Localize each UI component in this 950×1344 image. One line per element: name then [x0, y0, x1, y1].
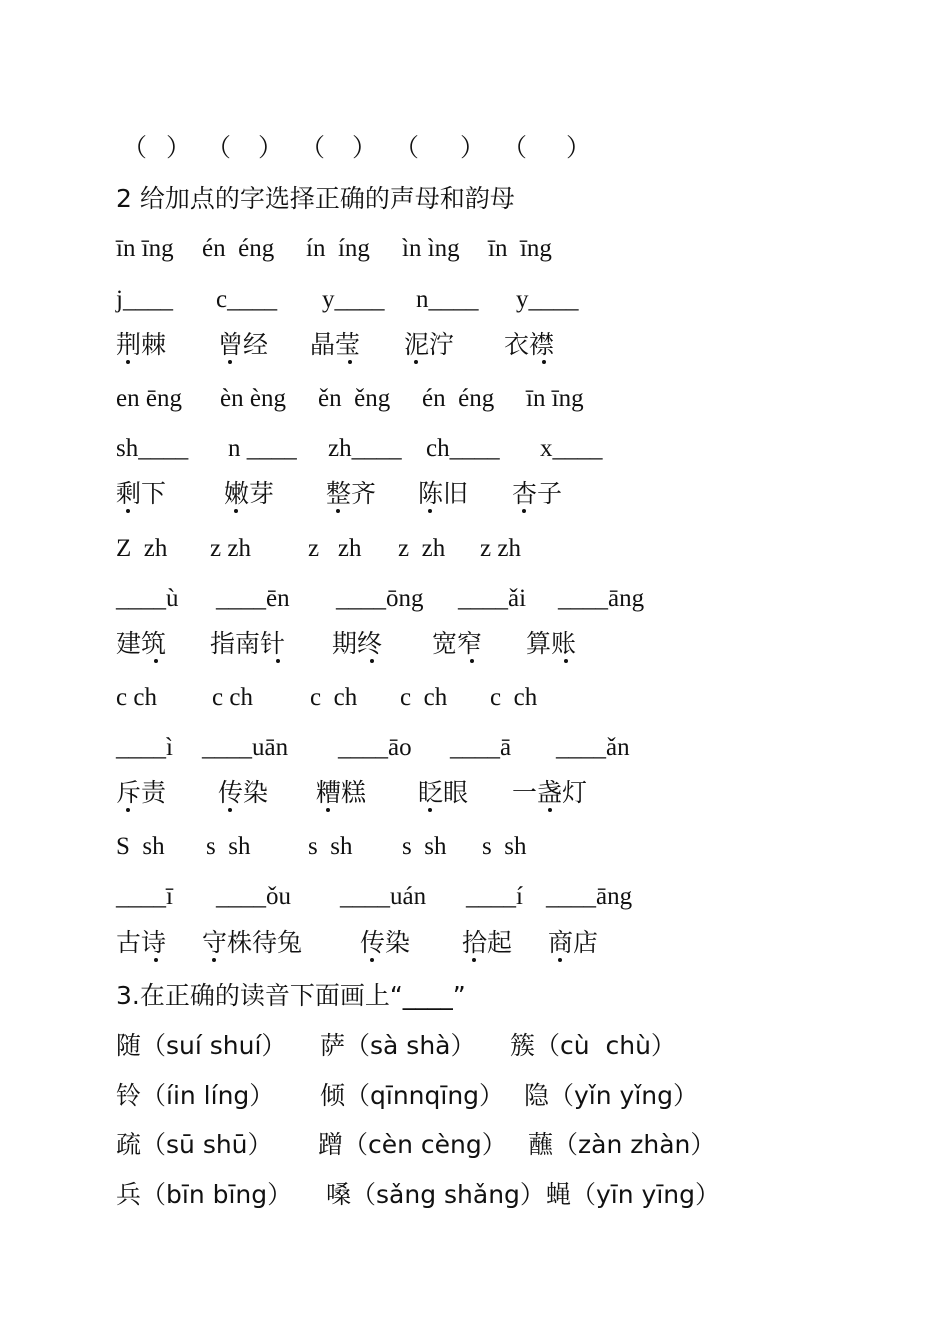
blank: ____ā [450, 734, 512, 761]
emphasis-dot [470, 659, 474, 663]
blank: ____ēn [216, 585, 290, 612]
word: 古诗 [116, 928, 167, 957]
option: s sh [206, 833, 251, 860]
option: z zh [480, 535, 521, 562]
blank: sh____ [116, 435, 189, 462]
blank: ____āo [338, 734, 412, 761]
pronunciation-choice: 萨（sà shà） [320, 1031, 476, 1060]
group5-blanks [116, 880, 633, 914]
group4-blanks [116, 731, 630, 765]
word: 糟糕 [316, 778, 367, 807]
blank: ____uán [340, 883, 427, 910]
answer-parentheses-row [122, 132, 592, 166]
option: c ch [212, 684, 253, 711]
emphasis-dot [542, 360, 546, 364]
option: ěn ěng [318, 385, 391, 412]
group1-words [116, 328, 555, 362]
word: 算账 [526, 629, 577, 658]
q3-row-3 [116, 1128, 716, 1162]
emphasis-dot [234, 509, 238, 513]
option: èn èng [220, 385, 286, 412]
word: 一盏灯 [512, 778, 588, 807]
blank: ____ī [116, 883, 173, 910]
word: 眨眼 [418, 778, 469, 807]
group2-options [116, 382, 584, 416]
emphasis-dot [428, 808, 432, 812]
option: s sh [308, 833, 353, 860]
pronunciation-choice: 铃（íin líng） [116, 1081, 275, 1110]
blank: y____ [322, 286, 385, 313]
option: ín íng [306, 235, 370, 262]
pronunciation-choice: 疏（sū shū） [116, 1130, 273, 1159]
emphasis-dot [564, 659, 568, 663]
paren-open: （ [394, 135, 420, 162]
blank: ch____ [426, 435, 500, 462]
option: īn īng [526, 385, 584, 412]
word: 曾经 [218, 330, 269, 359]
emphasis-dot [348, 360, 352, 364]
blank: c____ [216, 286, 278, 313]
option: īn īng [116, 235, 174, 262]
group2-words [116, 477, 563, 511]
group5-words [116, 926, 599, 960]
word: 斥责 [116, 778, 167, 807]
word: 杏子 [512, 479, 563, 508]
word: 宽窄 [432, 629, 483, 658]
emphasis-dot [154, 958, 158, 962]
emphasis-dot [126, 360, 130, 364]
word: 陈旧 [418, 479, 469, 508]
emphasis-dot [126, 509, 130, 513]
blank: ____uān [202, 734, 289, 761]
word: 晶莹 [310, 330, 361, 359]
pronunciation-choice: 蹭（cèn cèng） [318, 1130, 507, 1159]
word: 商店 [548, 928, 599, 957]
option: S sh [116, 833, 165, 860]
word: 荆棘 [116, 330, 167, 359]
question-3-title: 3.在正确的读音下面画上“____” [116, 981, 466, 1010]
emphasis-dot [326, 808, 330, 812]
group3-blanks [116, 582, 645, 616]
word: 泥泞 [404, 330, 455, 359]
pronunciation-choice: 兵（bīn bīng） [116, 1180, 293, 1209]
option: c ch [116, 684, 157, 711]
emphasis-dot [558, 958, 562, 962]
option: ìn ìng [402, 235, 460, 262]
word: 拾起 [462, 928, 513, 957]
option: Z zh [116, 535, 168, 562]
word: 建筑 [116, 629, 167, 658]
pronunciation-choice: 蝇（yīn yīng） [546, 1180, 720, 1209]
group4-words [116, 776, 588, 810]
emphasis-dot [370, 659, 374, 663]
word: 剩下 [116, 479, 167, 508]
group3-options [116, 532, 521, 566]
paren-close: ） [566, 135, 592, 162]
q3-row-1 [116, 1029, 676, 1063]
paren-open: （ [122, 135, 148, 162]
option: z zh [308, 535, 362, 562]
emphasis-dot [428, 509, 432, 513]
blank: ____ù [116, 585, 179, 612]
paren-open: （ [206, 135, 232, 162]
paren-open: （ [300, 135, 326, 162]
group1-blanks [116, 283, 579, 317]
blank: n____ [416, 286, 479, 313]
blank: ____ǒu [216, 883, 291, 910]
pronunciation-choice: 随（suí shuí） [116, 1031, 287, 1060]
option: s sh [402, 833, 447, 860]
word: 衣襟 [504, 330, 555, 359]
blank: ____ǎi [458, 585, 527, 612]
emphasis-dot [276, 659, 280, 663]
blank: ____āng [558, 585, 645, 612]
blank: n ____ [228, 435, 297, 462]
emphasis-dot [414, 360, 418, 364]
paren-open: （ [502, 135, 528, 162]
option: c ch [400, 684, 448, 711]
group5-options [116, 830, 527, 864]
pronunciation-choice: 隐（yǐn yǐng） [524, 1081, 698, 1110]
emphasis-dot [472, 958, 476, 962]
emphasis-dot [212, 958, 216, 962]
group4-options [116, 681, 538, 715]
blank: zh____ [328, 435, 402, 462]
emphasis-dot [228, 808, 232, 812]
emphasis-dot [336, 509, 340, 513]
option: c ch [490, 684, 538, 711]
q3-row-2 [116, 1079, 698, 1113]
option: c ch [310, 684, 358, 711]
emphasis-dot [370, 958, 374, 962]
word: 嫩芽 [224, 479, 275, 508]
pronunciation-choice: 簇（cù chù） [510, 1031, 676, 1060]
paren-close: ） [352, 135, 378, 162]
word: 指南针 [210, 629, 286, 658]
paren-close: ） [460, 135, 486, 162]
option: z zh [398, 535, 446, 562]
blank: j____ [116, 286, 173, 313]
question-2-title: 2 给加点的字选择正确的声母和韵母 [116, 184, 515, 213]
word: 整齐 [326, 479, 377, 508]
option: en ēng [116, 385, 182, 412]
emphasis-dot [522, 509, 526, 513]
blank: x____ [540, 435, 603, 462]
option: s sh [482, 833, 527, 860]
blank: ____āng [546, 883, 633, 910]
word: 守株待兔 [202, 928, 303, 957]
blank: ____ōng [336, 585, 424, 612]
pronunciation-choice: 嗓（sǎng shǎng） [326, 1180, 545, 1209]
blank: ____í [466, 883, 523, 910]
option: én éng [422, 385, 495, 412]
group1-options [116, 232, 552, 266]
emphasis-dot [154, 659, 158, 663]
word: 传染 [218, 778, 269, 807]
option: īn īng [488, 235, 552, 262]
option: z zh [210, 535, 251, 562]
blank: y____ [516, 286, 579, 313]
group3-words [116, 627, 577, 661]
paren-close: ） [258, 135, 284, 162]
q3-row-4 [116, 1178, 720, 1212]
emphasis-dot [548, 808, 552, 812]
emphasis-dot [228, 360, 232, 364]
word: 传染 [360, 928, 411, 957]
word: 期终 [332, 629, 383, 658]
blank: ____ǎn [556, 734, 630, 761]
emphasis-dot [126, 808, 130, 812]
paren-close: ） [166, 135, 192, 162]
pronunciation-choice: 倾（qīnnqīng） [320, 1081, 505, 1110]
pronunciation-choice: 蘸（zàn zhàn） [528, 1130, 716, 1159]
blank: ____ì [116, 734, 173, 761]
option: én éng [202, 235, 275, 262]
group2-blanks [116, 432, 603, 466]
